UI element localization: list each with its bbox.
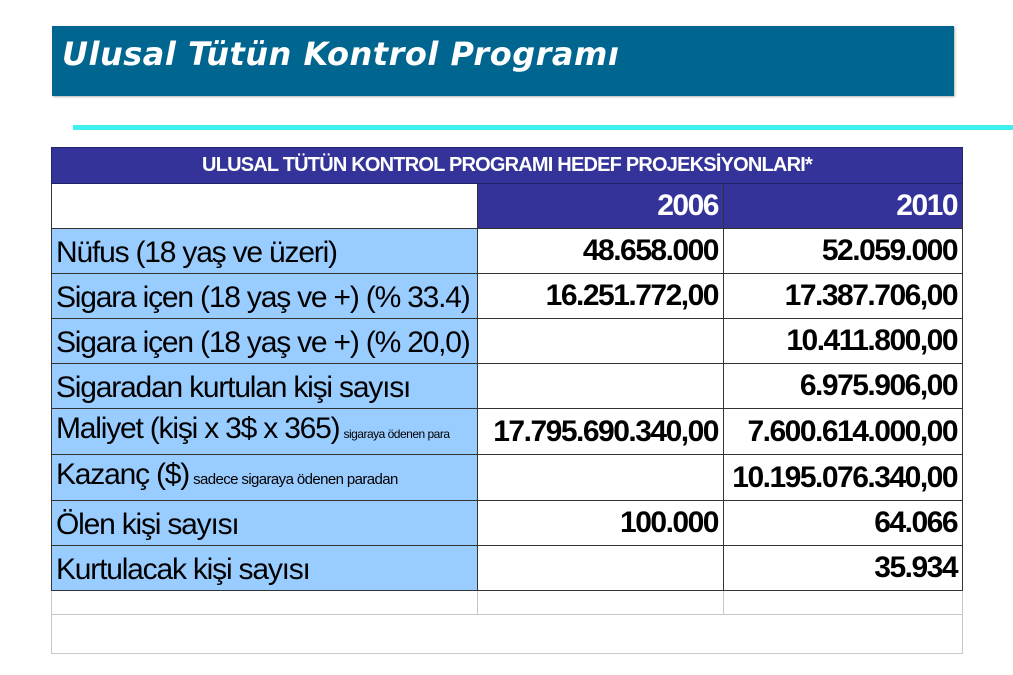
row-label: Kazanç ($)	[56, 458, 190, 491]
value-2006	[478, 546, 724, 591]
table-row	[52, 364, 963, 409]
table-row	[52, 319, 963, 364]
empty-cell	[724, 591, 963, 615]
row-label-cell	[52, 455, 478, 501]
value-2006: 48.658.000	[478, 229, 724, 274]
row-label-cell	[52, 364, 478, 409]
year-header-2010: 2010	[724, 184, 963, 229]
table-row	[52, 455, 963, 501]
value-2010: 17.387.706,00	[724, 274, 963, 319]
value-2010: 6.975.906,00	[724, 364, 963, 409]
table-caption-row	[52, 148, 963, 184]
slide-title-bar	[52, 26, 954, 96]
empty-row	[52, 591, 963, 615]
row-label-cell	[52, 409, 478, 455]
blank-header-cell	[52, 184, 478, 229]
row-label: Sigara içen (18 yaş ve +) (% 33.4)	[56, 281, 470, 314]
row-label: Ölen kişi sayısı	[56, 508, 239, 541]
value-2006	[478, 455, 724, 501]
empty-cell	[52, 615, 963, 654]
accent-divider	[73, 125, 1013, 130]
value-2010: 52.059.000	[724, 229, 963, 274]
row-label-cell	[52, 546, 478, 591]
table-row	[52, 501, 963, 546]
row-label: Kurtulacak kişi sayısı	[56, 553, 310, 586]
value-2010: 35.934	[724, 546, 963, 591]
value-2006: 17.795.690.340,00	[478, 409, 724, 455]
table-row	[52, 409, 963, 455]
value-2010: 10.195.076.340,00	[724, 455, 963, 501]
projection-table	[51, 147, 963, 654]
empty-cell	[478, 591, 724, 615]
value-2010: 64.066	[724, 501, 963, 546]
table-row	[52, 229, 963, 274]
empty-cell	[52, 591, 478, 615]
row-label-cell	[52, 274, 478, 319]
row-label: Sigaradan kurtulan kişi sayısı	[56, 371, 411, 404]
row-label-cell	[52, 319, 478, 364]
table-row	[52, 546, 963, 591]
row-note: sadece sigaraya ödenen paradan	[193, 471, 398, 488]
value-2010: 7.600.614.000,00	[724, 409, 963, 455]
row-label: Nüfus (18 yaş ve üzeri)	[56, 236, 337, 269]
row-label: Sigara içen (18 yaş ve +) (% 20,0)	[56, 326, 470, 359]
row-label-cell	[52, 229, 478, 274]
value-2006	[478, 319, 724, 364]
year-header-2006: 2006	[478, 184, 724, 229]
value-2006	[478, 364, 724, 409]
value-2010: 10.411.800,00	[724, 319, 963, 364]
row-label: Maliyet (kişi x 3$ x 365)	[56, 412, 340, 445]
row-note: sigaraya ödenen para	[343, 427, 450, 441]
table-row	[52, 274, 963, 319]
value-2006: 100.000	[478, 501, 724, 546]
value-2006: 16.251.772,00	[478, 274, 724, 319]
year-header-row	[52, 184, 963, 229]
empty-row	[52, 615, 963, 654]
slide-title: Ulusal Tütün Kontrol Programı	[62, 35, 620, 73]
row-label-cell	[52, 501, 478, 546]
table-caption: ULUSAL TÜTÜN KONTROL PROGRAMI HEDEF PROJEKSİYONLARI*	[52, 148, 963, 184]
